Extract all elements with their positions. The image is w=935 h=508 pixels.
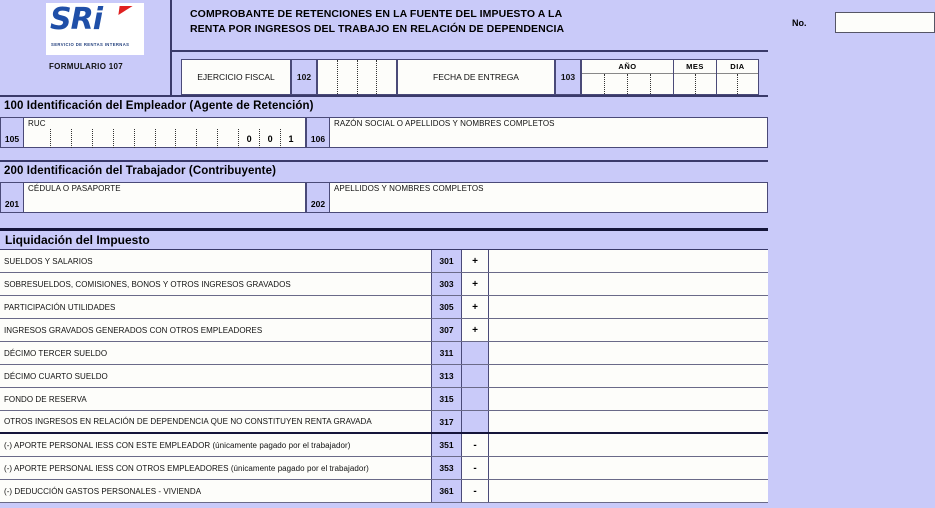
- row-value-input[interactable]: [489, 319, 768, 341]
- digit-cell[interactable]: [674, 74, 696, 94]
- row-code: 303: [432, 273, 462, 295]
- row-code: 315: [432, 388, 462, 410]
- digit-cell[interactable]: [582, 74, 605, 94]
- row-sign: [462, 365, 489, 387]
- form-header: [0, 0, 807, 95]
- employer-ruc-label: RUC: [28, 119, 46, 128]
- row-value-input[interactable]: [489, 365, 768, 387]
- worker-name-code: 202: [306, 182, 330, 213]
- worker-cedula-label: CÉDULA O PASAPORTE: [28, 184, 121, 193]
- section-100-header: 100 Identificación del Empleador (Agente de Retención): [0, 95, 768, 114]
- table-row: [0, 365, 768, 388]
- row-code: 301: [432, 250, 462, 272]
- ruc-digit[interactable]: [176, 129, 197, 148]
- row-value-input[interactable]: [489, 342, 768, 364]
- row-code: 317: [432, 411, 462, 432]
- row-description: SUELDOS Y SALARIOS: [0, 250, 432, 272]
- row-description: INGRESOS GRAVADOS GENERADOS CON OTROS EMPLEADORES: [0, 319, 432, 341]
- digit-cell[interactable]: [717, 74, 738, 94]
- digit-cell[interactable]: [628, 74, 651, 94]
- ruc-digit[interactable]: [197, 129, 218, 148]
- red-flag-icon: [118, 6, 132, 15]
- table-row: [0, 480, 768, 503]
- ejercicio-fiscal-label: EJERCICIO FISCAL: [181, 59, 291, 95]
- row-description: (-) APORTE PERSONAL IESS CON OTROS EMPLEADORES (únicamente pagado por el trabajador): [0, 457, 432, 479]
- ruc-digit[interactable]: 0: [260, 129, 281, 148]
- ruc-digit[interactable]: [218, 129, 239, 148]
- row-description: (-) DEDUCCIÓN GASTOS PERSONALES - VIVIENDA: [0, 480, 432, 502]
- row-value-input[interactable]: [489, 250, 768, 272]
- row-sign: [462, 411, 489, 432]
- date-col-anio-label: AÑO: [582, 60, 673, 74]
- fecha-entrega-code: 103: [555, 59, 581, 95]
- digit-cell[interactable]: [651, 74, 673, 94]
- employer-id-row: [0, 117, 768, 148]
- table-row: [0, 319, 768, 342]
- worker-cedula-code: 201: [0, 182, 24, 213]
- sri-wordmark: SRi: [50, 2, 102, 37]
- row-sign: -: [462, 457, 489, 479]
- row-value-input[interactable]: [489, 434, 768, 456]
- ruc-digit[interactable]: 0: [239, 129, 260, 148]
- date-col-mes-label: MES: [674, 60, 716, 74]
- row-sign: +: [462, 319, 489, 341]
- digit-cell[interactable]: [318, 60, 338, 94]
- fecha-entrega-label: FECHA DE ENTREGA: [397, 59, 555, 95]
- digit-cell[interactable]: [358, 60, 378, 94]
- row-code: 313: [432, 365, 462, 387]
- document-number-label: No.: [792, 18, 807, 28]
- row-description: SOBRESUELDOS, COMISIONES, BONOS Y OTROS INGRESOS GRAVADOS: [0, 273, 432, 295]
- ruc-digit[interactable]: [72, 129, 93, 148]
- row-description: OTROS INGRESOS EN RELACIÓN DE DEPENDENCIA QUE NO CONSTITUYEN RENTA GRAVADA: [0, 411, 432, 432]
- worker-cedula-field[interactable]: [24, 182, 306, 213]
- row-description: PARTICIPACIÓN UTILIDADES: [0, 296, 432, 318]
- table-row: [0, 296, 768, 319]
- row-code: 311: [432, 342, 462, 364]
- row-sign: [462, 388, 489, 410]
- row-description: DÉCIMO TERCER SUELDO: [0, 342, 432, 364]
- row-description: (-) APORTE PERSONAL IESS CON ESTE EMPLEADOR (únicamente pagado por el trabajador): [0, 434, 432, 456]
- row-value-input[interactable]: [489, 480, 768, 502]
- digit-cell[interactable]: [696, 74, 717, 94]
- logo-block: [0, 0, 172, 95]
- row-value-input[interactable]: [489, 273, 768, 295]
- row-sign: -: [462, 480, 489, 502]
- ejercicio-fiscal-input[interactable]: [317, 59, 397, 95]
- row-code: 361: [432, 480, 462, 502]
- section-200-header: 200 Identificación del Trabajador (Contribuyente): [0, 160, 768, 179]
- table-row: [0, 434, 768, 457]
- document-number-input[interactable]: [835, 12, 935, 33]
- ruc-digit[interactable]: [156, 129, 177, 148]
- ruc-digit[interactable]: [30, 129, 51, 148]
- fecha-entrega-input[interactable]: [581, 59, 759, 95]
- employer-ruc-code: 105: [0, 117, 24, 148]
- digit-cell[interactable]: [338, 60, 358, 94]
- form-title-line1: COMPROBANTE DE RETENCIONES EN LA FUENTE DEL IMPUESTO A LA: [190, 8, 563, 20]
- row-value-input[interactable]: [489, 296, 768, 318]
- employer-name-code: 106: [306, 117, 330, 148]
- row-value-input[interactable]: [489, 388, 768, 410]
- date-col-anio-cells[interactable]: [582, 74, 673, 94]
- date-col-mes-cells[interactable]: [674, 74, 716, 94]
- table-row: [0, 388, 768, 411]
- row-code: 351: [432, 434, 462, 456]
- employer-ruc-field[interactable]: [24, 117, 306, 148]
- ruc-digit[interactable]: [114, 129, 135, 148]
- row-sign: +: [462, 250, 489, 272]
- row-value-input[interactable]: [489, 457, 768, 479]
- date-col-dia: [717, 60, 758, 94]
- digit-cell[interactable]: [605, 74, 628, 94]
- row-value-input[interactable]: [489, 411, 768, 432]
- row-sign: +: [462, 296, 489, 318]
- row-code: 307: [432, 319, 462, 341]
- liquidacion-header: Liquidación del Impuesto: [0, 228, 768, 250]
- row-sign: [462, 342, 489, 364]
- table-row: [0, 342, 768, 365]
- table-row: [0, 273, 768, 296]
- fiscal-strip: [172, 52, 768, 95]
- ruc-digit[interactable]: 1: [288, 133, 294, 144]
- row-code: 305: [432, 296, 462, 318]
- form-number-label: FORMULARIO 107: [49, 62, 123, 71]
- row-description: FONDO DE RESERVA: [0, 388, 432, 410]
- worker-name-label: APELLIDOS Y NOMBRES COMPLETOS: [334, 184, 484, 193]
- ruc-digit[interactable]: [93, 129, 114, 148]
- row-description: DÉCIMO CUARTO SUELDO: [0, 365, 432, 387]
- worker-name-field[interactable]: [330, 182, 768, 213]
- sri-logo: [46, 3, 144, 55]
- liquidacion-table: [0, 250, 768, 503]
- ruc-digit[interactable]: [51, 129, 72, 148]
- ruc-digit[interactable]: [135, 129, 156, 148]
- form-title-line2: RENTA POR INGRESOS DEL TRABAJO EN RELACIÓN DE DEPENDENCIA: [190, 23, 565, 35]
- ejercicio-fiscal-code: 102: [291, 59, 317, 95]
- sri-tagline: SERVICIO DE RENTAS INTERNAS: [51, 42, 130, 47]
- date-col-mes: [674, 60, 717, 94]
- table-row: [0, 250, 768, 273]
- worker-id-row: [0, 182, 768, 213]
- row-sign: -: [462, 434, 489, 456]
- row-sign: +: [462, 273, 489, 295]
- ejercicio-digit-segments: [318, 60, 396, 94]
- date-col-dia-label: DIA: [717, 60, 758, 74]
- employer-ruc-digits[interactable]: [30, 129, 301, 148]
- digit-cell[interactable]: [377, 60, 396, 94]
- date-col-anio: [582, 60, 674, 94]
- employer-name-label: RAZÓN SOCIAL O APELLIDOS Y NOMBRES COMPLETOS: [334, 119, 555, 128]
- table-row: [0, 457, 768, 480]
- digit-cell[interactable]: [738, 74, 758, 94]
- table-row: [0, 411, 768, 434]
- employer-name-field[interactable]: [330, 117, 768, 148]
- title-block: [172, 0, 807, 52]
- row-code: 353: [432, 457, 462, 479]
- form-title: [190, 7, 610, 37]
- date-col-dia-cells[interactable]: [717, 74, 758, 94]
